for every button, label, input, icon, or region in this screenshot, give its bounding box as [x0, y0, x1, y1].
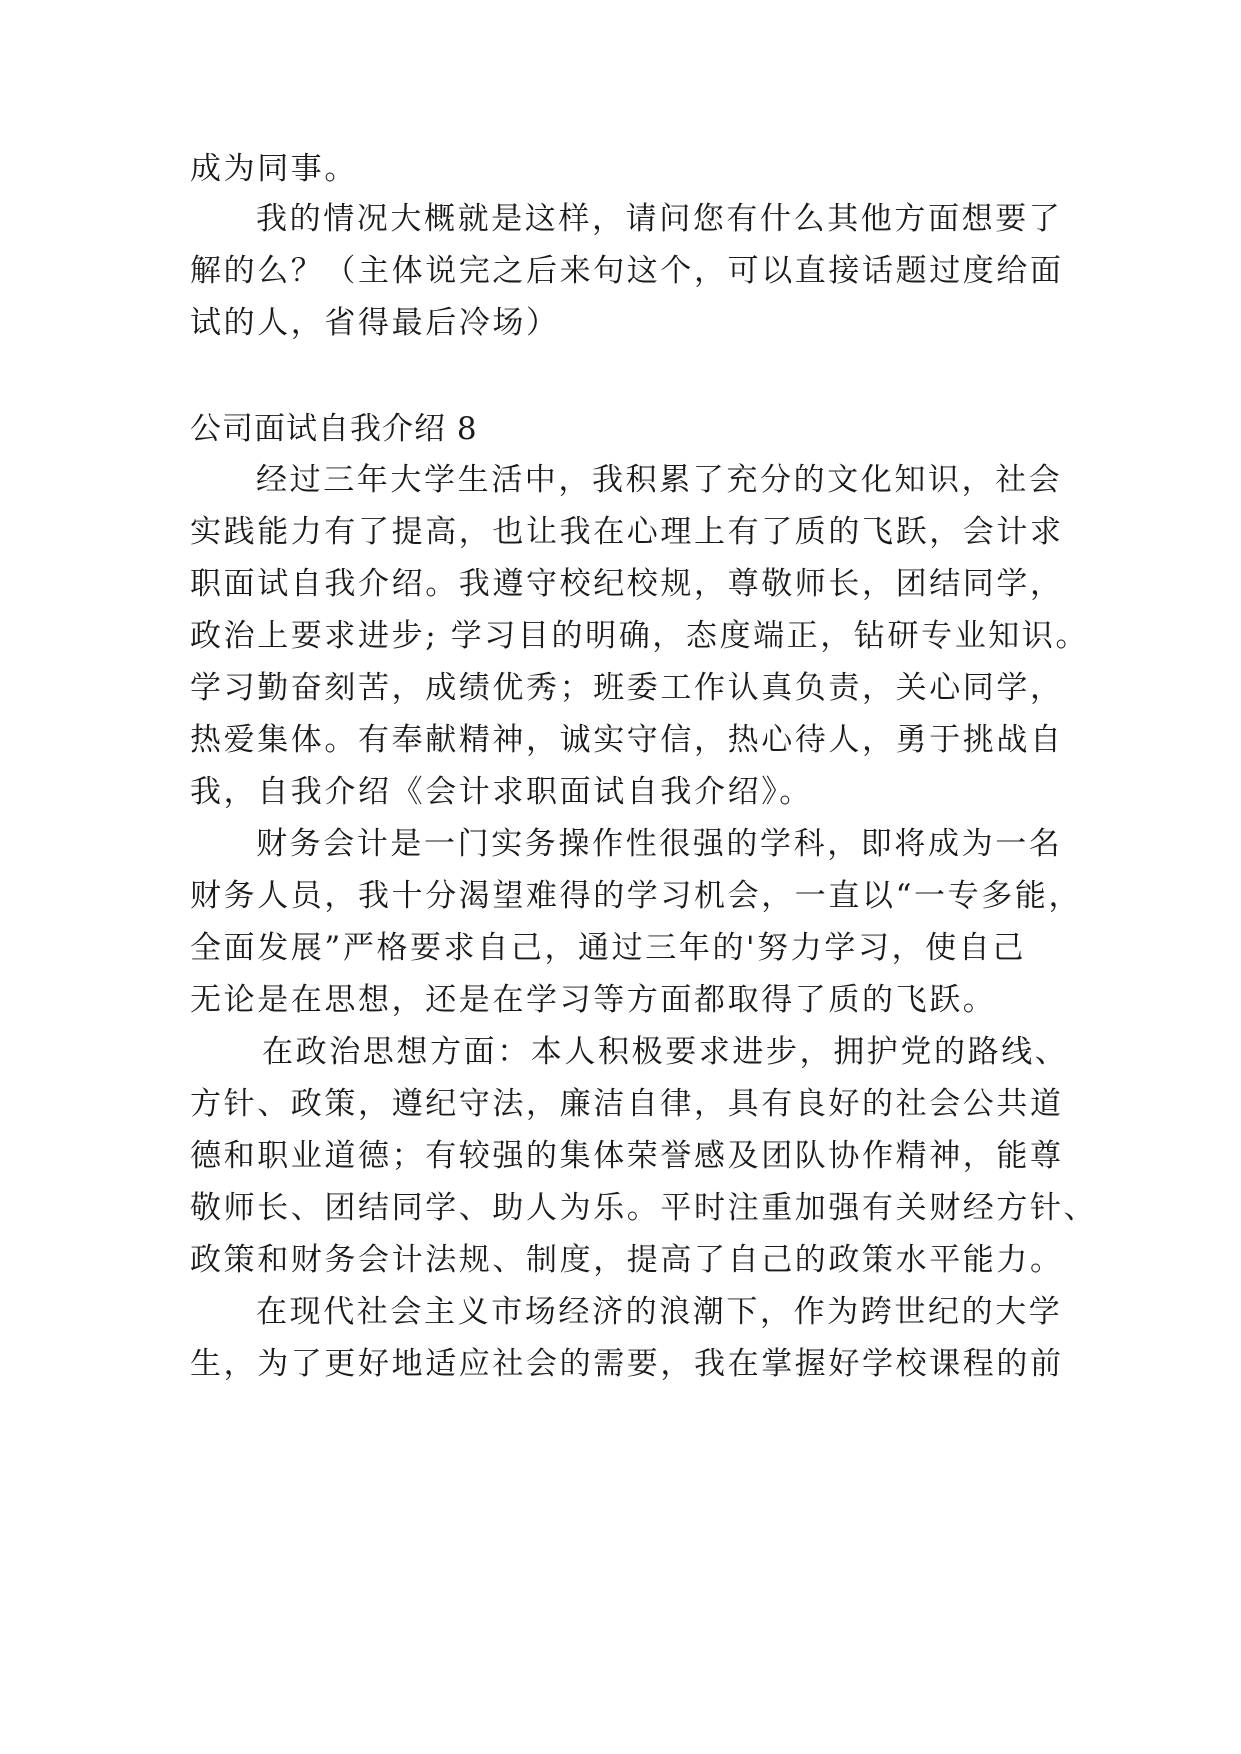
text-line: 财务人员，我十分渴望难得的学习机会，一直以“一专多能， [190, 878, 1083, 914]
paragraph-start-line: 我的情况大概就是这样，请问您有什么其他方面想要了 [256, 201, 1063, 237]
text-line: 试的人，省得最后冷场） [190, 305, 560, 341]
paragraph-start-line: 财务会计是一门实务操作性很强的学科，即将成为一名 [256, 826, 1063, 862]
section-heading: 公司面试自我介绍 8 [190, 411, 478, 447]
paragraph-start-line: 经过三年大学生活中，我积累了充分的文化知识，社会 [256, 462, 1063, 498]
text-line: 学习勤奋刻苦，成绩优秀；班委工作认真负责，关心同学， [190, 670, 1064, 706]
text-line: 成为同事。 [190, 151, 358, 187]
text-line: 生，为了更好地适应社会的需要，我在掌握好学校课程的前 [190, 1346, 1064, 1382]
text-line: 全面发展”严格要求自己，通过三年的'努力学习，使自己 [190, 930, 1026, 966]
text-line: 方针、政策，遵纪守法，廉洁自律，具有良好的社会公共道 [190, 1086, 1064, 1122]
text-line: 政治上要求进步; 学习目的明确，态度端正，钻研专业知识。 [190, 618, 1090, 654]
text-line: 热爱集体。有奉献精神，诚实守信，热心待人，勇于挑战自 [190, 722, 1064, 758]
text-line: 德和职业道德；有较强的集体荣誉感及团队协作精神，能尊 [190, 1138, 1064, 1174]
text-line: 无论是在思想，还是在学习等方面都取得了质的飞跃。 [190, 982, 997, 1018]
paragraph-start-line: 在现代社会主义市场经济的浪潮下，作为跨世纪的大学 [256, 1294, 1063, 1330]
text-line: 实践能力有了提高，也让我在心理上有了质的飞跃，会计求 [190, 514, 1064, 550]
text-line: 我，自我介绍《会计求职面试自我介绍》。 [190, 774, 813, 810]
paragraph-start-line: 在政治思想方面：本人积极要求进步，拥护党的路线、 [262, 1034, 1069, 1070]
text-line: 敬师长、团结同学、助人为乐。平时注重加强有关财经方针、 [190, 1190, 1098, 1226]
text-line: 政策和财务会计法规、制度，提高了自己的政策水平能力。 [190, 1242, 1064, 1278]
text-line: 职面试自我介绍。我遵守校纪校规，尊敬师长，团结同学， [190, 566, 1064, 602]
text-line: 解的么？（主体说完之后来句这个，可以直接话题过度给面 [190, 253, 1064, 289]
